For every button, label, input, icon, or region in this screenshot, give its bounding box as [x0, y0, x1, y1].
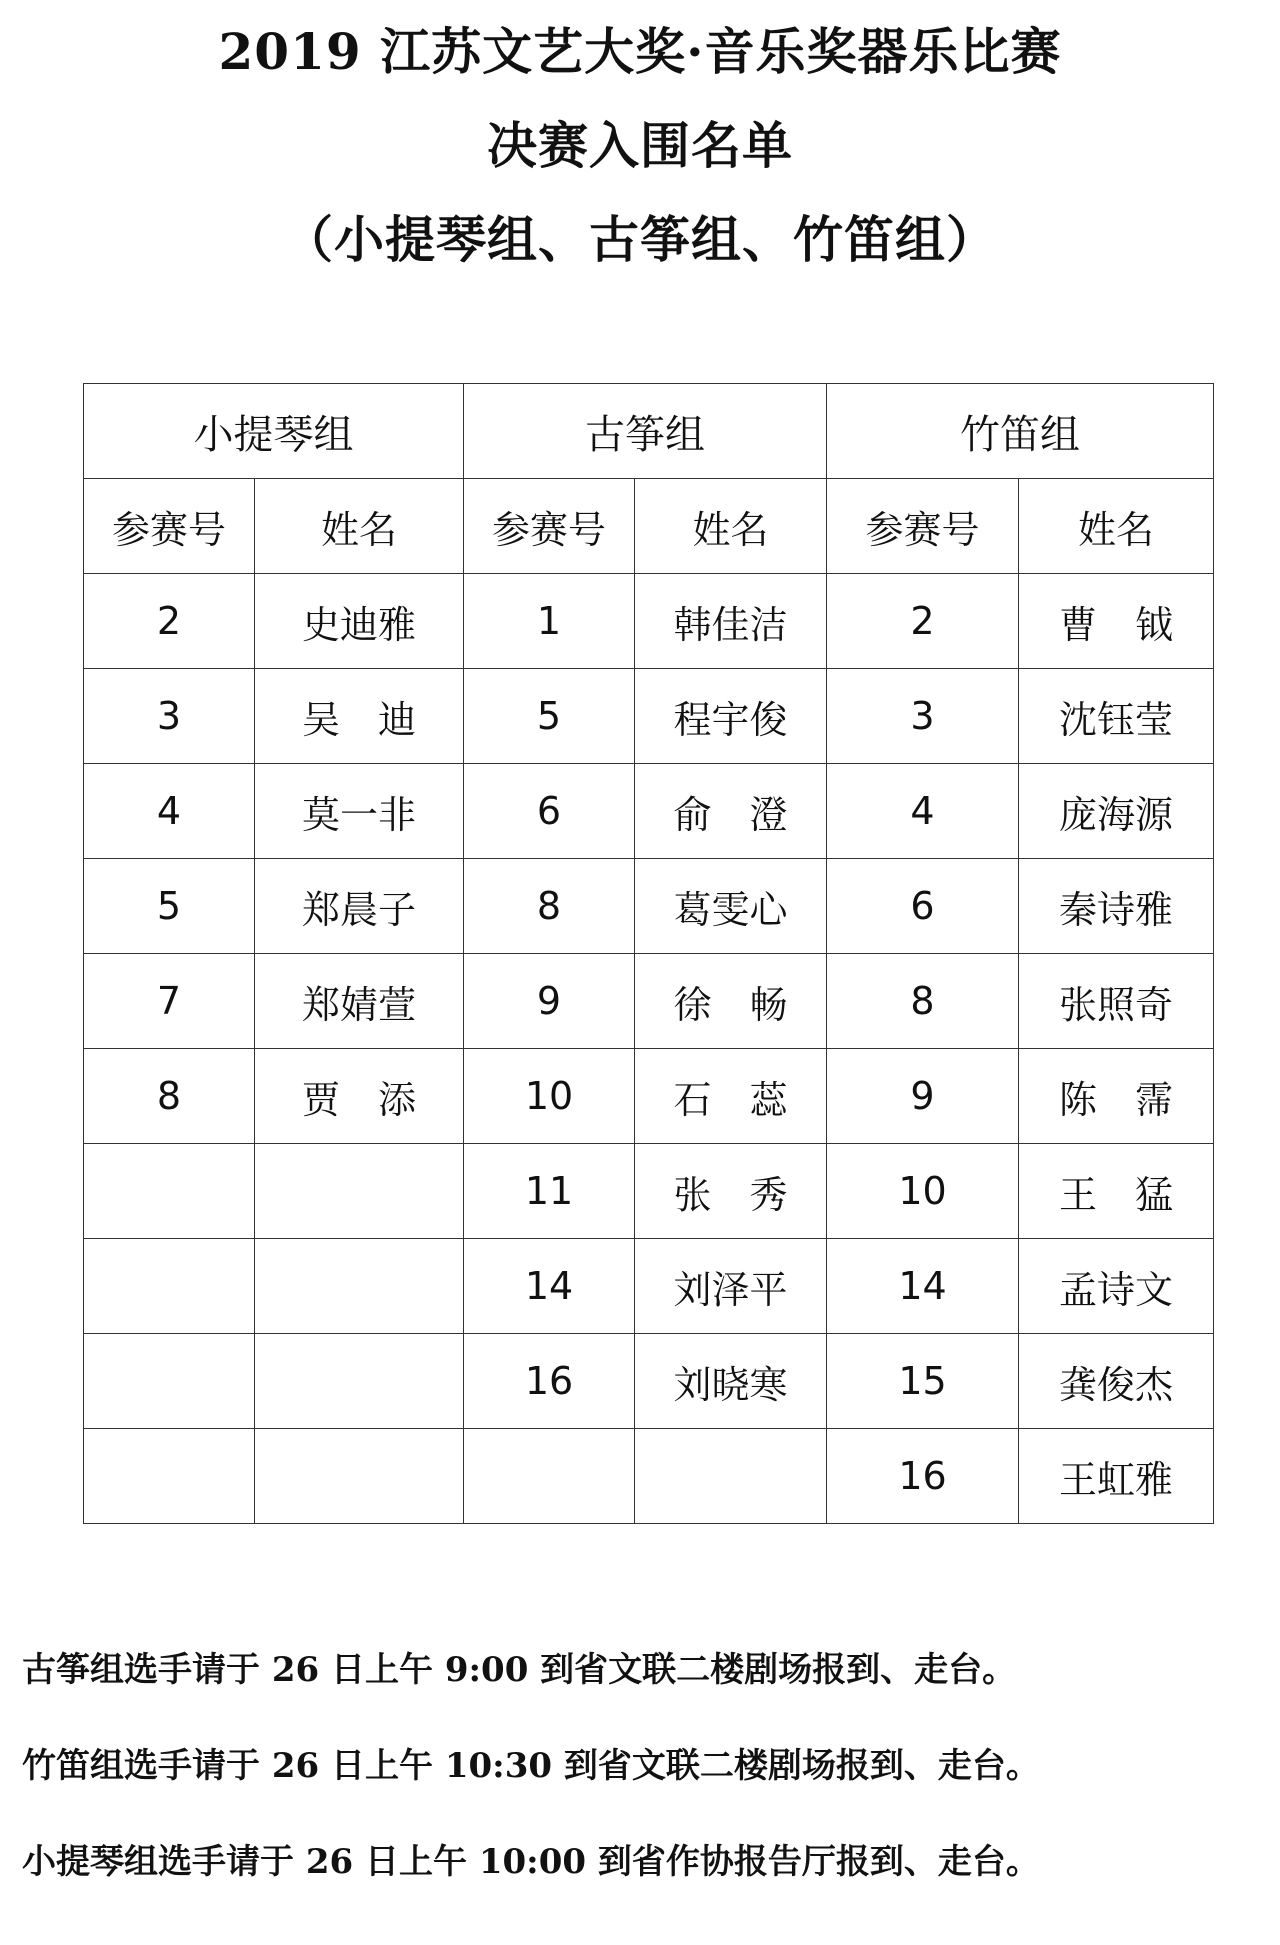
table-row	[84, 764, 1214, 859]
violin-number-cell	[84, 1239, 255, 1334]
violin-name-cell: 吴 迪	[255, 669, 464, 764]
table-row	[84, 1334, 1214, 1429]
violin-number-header: 参赛号	[84, 479, 255, 574]
guzheng-name-cell: 刘晓寒	[635, 1334, 827, 1429]
violin-number-cell: 4	[84, 764, 255, 859]
dizi-name-cell: 庞海源	[1019, 764, 1214, 859]
guzheng-number-cell: 10	[464, 1049, 635, 1144]
notice-dizi: 竹笛组选手请于 26 日上午 10:30 到省文联二楼剧场报到、走台。	[22, 1746, 1040, 1786]
guzheng-number-cell: 11	[464, 1144, 635, 1239]
finalist-table	[83, 383, 1214, 1524]
violin-number-cell: 8	[84, 1049, 255, 1144]
title-line-3: （小提琴组、古筝组、竹笛组）	[283, 210, 997, 269]
column-header-row	[84, 479, 1214, 574]
guzheng-number-cell	[464, 1429, 635, 1524]
guzheng-name-cell: 张 秀	[635, 1144, 827, 1239]
guzheng-name-cell: 葛雯心	[635, 859, 827, 954]
guzheng-name-cell: 俞 澄	[635, 764, 827, 859]
group-header-row	[84, 384, 1214, 479]
guzheng-number-cell: 1	[464, 574, 635, 669]
violin-number-cell	[84, 1334, 255, 1429]
dizi-number-cell: 14	[827, 1239, 1019, 1334]
notice-guzheng: 古筝组选手请于 26 日上午 9:00 到省文联二楼剧场报到、走台。	[22, 1650, 1017, 1690]
violin-number-cell	[84, 1144, 255, 1239]
guzheng-number-header: 参赛号	[464, 479, 635, 574]
violin-name-header: 姓名	[255, 479, 464, 574]
table-row	[84, 1049, 1214, 1144]
violin-number-cell: 2	[84, 574, 255, 669]
dizi-name-cell: 沈钰莹	[1019, 669, 1214, 764]
dizi-number-header: 参赛号	[827, 479, 1019, 574]
notice-violin: 小提琴组选手请于 26 日上午 10:00 到省作协报告厅报到、走台。	[22, 1842, 1040, 1882]
violin-name-cell	[255, 1144, 464, 1239]
group-violin: 小提琴组	[84, 384, 464, 479]
dizi-name-cell: 秦诗雅	[1019, 859, 1214, 954]
table-row	[84, 859, 1214, 954]
title-line-2: 决赛入围名单	[487, 116, 793, 175]
guzheng-number-cell: 6	[464, 764, 635, 859]
table-row	[84, 954, 1214, 1049]
dizi-name-cell: 陈 霈	[1019, 1049, 1214, 1144]
guzheng-number-cell: 5	[464, 669, 635, 764]
dizi-number-cell: 2	[827, 574, 1019, 669]
violin-number-cell: 3	[84, 669, 255, 764]
title-line-1: 2019 江苏文艺大奖·音乐奖器乐比赛	[218, 22, 1062, 81]
guzheng-name-cell: 石 蕊	[635, 1049, 827, 1144]
violin-name-cell	[255, 1239, 464, 1334]
guzheng-name-cell: 程宇俊	[635, 669, 827, 764]
guzheng-name-cell: 刘泽平	[635, 1239, 827, 1334]
guzheng-name-header: 姓名	[635, 479, 827, 574]
dizi-name-cell: 龚俊杰	[1019, 1334, 1214, 1429]
violin-number-cell	[84, 1429, 255, 1524]
dizi-number-cell: 8	[827, 954, 1019, 1049]
dizi-number-cell: 3	[827, 669, 1019, 764]
table-row	[84, 669, 1214, 764]
guzheng-number-cell: 14	[464, 1239, 635, 1334]
guzheng-name-cell: 韩佳洁	[635, 574, 827, 669]
violin-name-cell: 郑晨子	[255, 859, 464, 954]
guzheng-name-cell: 徐 畅	[635, 954, 827, 1049]
dizi-name-cell: 王 猛	[1019, 1144, 1214, 1239]
dizi-name-cell: 张照奇	[1019, 954, 1214, 1049]
dizi-number-cell: 9	[827, 1049, 1019, 1144]
dizi-name-cell: 王虹雅	[1019, 1429, 1214, 1524]
dizi-name-cell: 曹 钺	[1019, 574, 1214, 669]
table-row	[84, 1429, 1214, 1524]
violin-name-cell	[255, 1429, 464, 1524]
dizi-number-cell: 6	[827, 859, 1019, 954]
violin-number-cell: 5	[84, 859, 255, 954]
violin-name-cell: 贾 添	[255, 1049, 464, 1144]
dizi-number-cell: 4	[827, 764, 1019, 859]
violin-name-cell	[255, 1334, 464, 1429]
dizi-number-cell: 15	[827, 1334, 1019, 1429]
guzheng-number-cell: 8	[464, 859, 635, 954]
violin-number-cell: 7	[84, 954, 255, 1049]
group-dizi: 竹笛组	[827, 384, 1214, 479]
guzheng-number-cell: 16	[464, 1334, 635, 1429]
table-row	[84, 1239, 1214, 1334]
dizi-name-cell: 孟诗文	[1019, 1239, 1214, 1334]
violin-name-cell: 莫一非	[255, 764, 464, 859]
guzheng-number-cell: 9	[464, 954, 635, 1049]
violin-name-cell: 郑婧萱	[255, 954, 464, 1049]
dizi-number-cell: 16	[827, 1429, 1019, 1524]
group-guzheng: 古筝组	[464, 384, 827, 479]
table-row	[84, 574, 1214, 669]
dizi-number-cell: 10	[827, 1144, 1019, 1239]
guzheng-name-cell	[635, 1429, 827, 1524]
violin-name-cell: 史迪雅	[255, 574, 464, 669]
table-row	[84, 1144, 1214, 1239]
dizi-name-header: 姓名	[1019, 479, 1214, 574]
